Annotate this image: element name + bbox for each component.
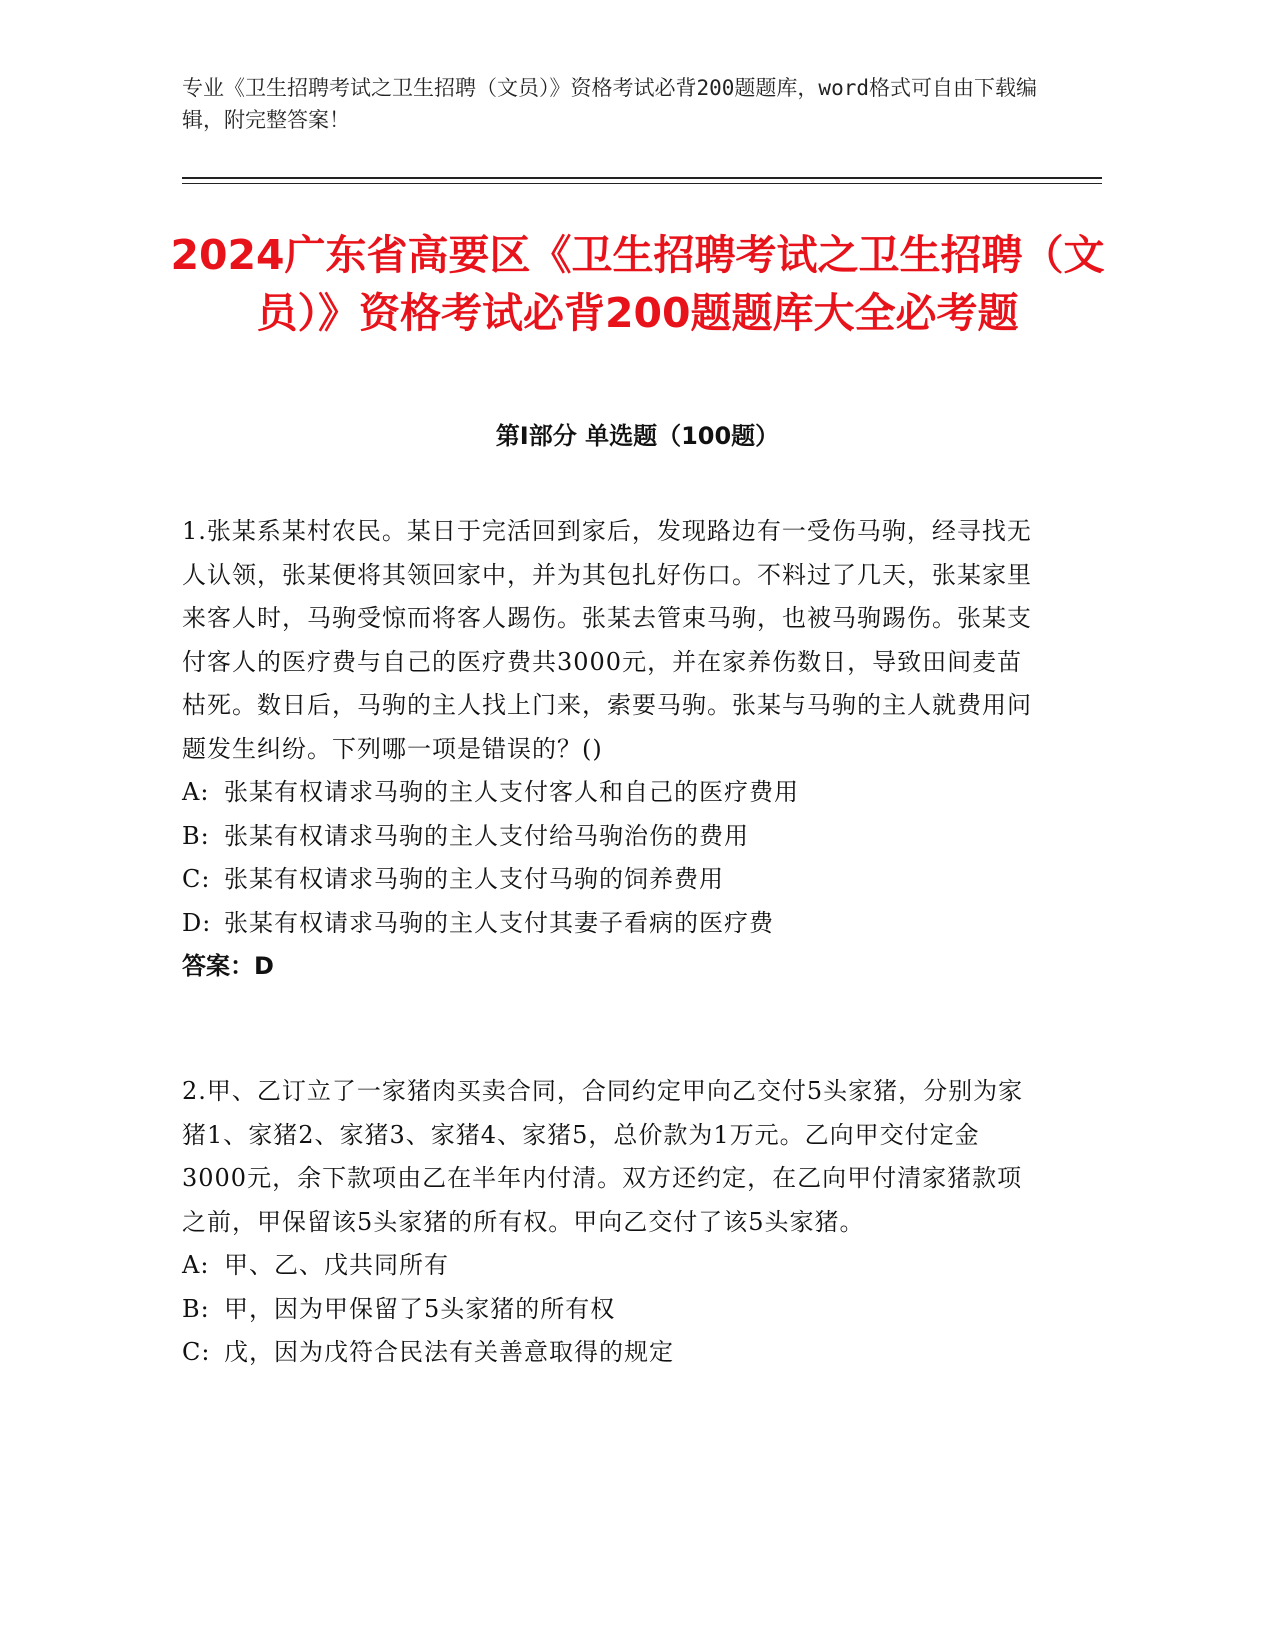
- option-key: A:: [182, 778, 210, 806]
- header-divider-thin: [182, 183, 1102, 184]
- option-key: C:: [182, 865, 211, 893]
- question-1: [182, 510, 1042, 989]
- question-stem: 1.张某系某村农民。某日于完活回到家后，发现路边有一受伤马驹，经寻找无人认领，张某便将其领回家中，并为其包扎好伤口。不料过了几天，张某家里来客人时，马驹受惊而将客人踢伤。张某去管束马驹，也被马驹踢伤。张某支付客人的医疗费与自己的医疗费共3000元，并在家养伤数日，导致田间麦苗枯死。数日后，马驹的主人找上门来，索要马驹。张某与马驹的主人就费用问题发生纠纷。下列哪一项是错误的？(): [182, 517, 1032, 763]
- option-key: A:: [182, 1251, 210, 1279]
- option-b: [182, 815, 1042, 859]
- option-text: 张某有权请求马驹的主人支付客人和自己的医疗费用: [224, 778, 799, 806]
- option-text: 张某有权请求马驹的主人支付其妻子看病的医疗费: [224, 908, 774, 937]
- header-divider-thick: [182, 177, 1102, 179]
- option-a: [182, 1244, 1042, 1288]
- question-stem: 2.甲、乙订立了一家猪肉买卖合同，合同约定甲向乙交付5头家猪，分别为家猪1、家猪2、家猪3、家猪4、家猪5，总价款为1万元。乙向甲交付定金3000元，余下款项由乙在半年内付清。双方还约定，在乙向甲付清家猪款项之前，甲保留该5头家猪的所有权。甲向乙交付了该5头家猪。: [182, 1077, 1024, 1236]
- option-a: [182, 771, 1042, 815]
- option-b: [182, 1288, 1042, 1332]
- option-text: 张某有权请求马驹的主人支付马驹的饲养费用: [224, 865, 724, 893]
- header-note: 专业《卫生招聘考试之卫生招聘（文员）》资格考试必背200题题库，word格式可自由下载编辑，附完整答案！: [182, 76, 1037, 132]
- option-c: [182, 1331, 1042, 1375]
- option-key: B:: [182, 821, 210, 850]
- option-key: B:: [182, 1294, 210, 1323]
- option-text: 张某有权请求马驹的主人支付给马驹治伤的费用: [224, 821, 749, 850]
- question-2: [182, 1070, 1042, 1375]
- section-heading: 第I部分 单选题（100题）: [495, 422, 780, 450]
- option-key: D:: [182, 908, 212, 937]
- answer-line: 答案：D: [182, 952, 274, 980]
- option-text: 甲、乙、戊共同所有: [224, 1251, 449, 1279]
- option-key: C:: [182, 1338, 211, 1366]
- option-c: [182, 858, 1042, 902]
- option-text: 戊，因为戊符合民法有关善意取得的规定: [224, 1338, 674, 1366]
- option-text: 甲，因为甲保留了5头家猪的所有权: [224, 1294, 616, 1323]
- option-d: [182, 902, 1042, 946]
- document-title: 2024广东省高要区《卫生招聘考试之卫生招聘（文员）》资格考试必背200题题库大全必考题: [170, 231, 1105, 337]
